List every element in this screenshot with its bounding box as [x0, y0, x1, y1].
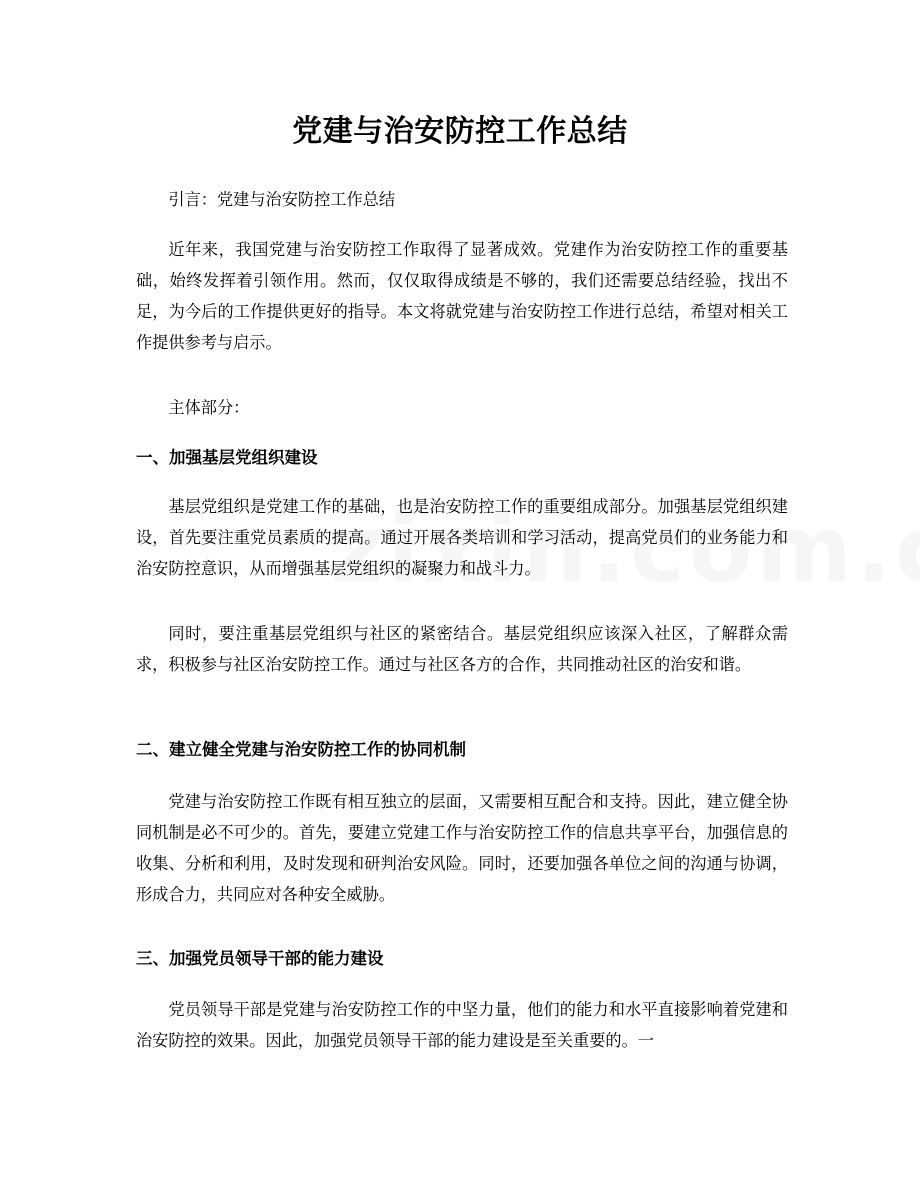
section-3-paragraph-1: 党员领导干部是党建与治安防控工作的中坚力量，他们的能力和水平直接影响着党建和治安防控的效果。因此，加强党员领导干部的能力建设是至关重要的。一 — [136, 1000, 788, 1050]
section-2-paragraph-1: 党建与治安防控工作既有相互独立的层面，又需要相互配合和支持。因此，建立健全协同机制是必不可少的。首先，要建立党建工作与治安防控工作的信息共享平台，加强信息的收集、分析和利用，及时发现和研判治安风险。同时，还要加强各单位之间的沟通与协调，形成合力，共同应对各种安全威胁。 — [136, 792, 788, 904]
section-heading-3: 三、加强党员领导干部的能力建设 — [136, 949, 384, 968]
section-heading-2: 二、建立健全党建与治安防控工作的协同机制 — [136, 740, 466, 759]
document-title: 党建与治安防控工作总结 — [292, 114, 628, 149]
intro-paragraph: 近年来，我国党建与治安防控工作取得了显著成效。党建作为治安防控工作的重要基础，始终发挥着引领作用。然而，仅仅取得成绩是不够的，我们还需要总结经验，找出不足，为今后的工作提供更好的指导。本文将就党建与治安防控工作进行总结，希望对相关工作提供参考与启示。 — [136, 240, 788, 352]
section-1-paragraph-1: 基层党组织是党建工作的基础，也是治安防控工作的重要组成部分。加强基层党组织建设，首先要注重党员素质的提高。通过开展各类培训和学习活动，提高党员们的业务能力和治安防控意识，从而增强基层党组织的凝聚力和战斗力。 — [136, 497, 788, 578]
section-heading-1: 一、加强基层党组织建设 — [136, 448, 318, 467]
main-label: 主体部分： — [168, 398, 250, 417]
intro-label: 引言：党建与治安防控工作总结 — [168, 190, 396, 209]
section-1-paragraph-2: 同时，要注重基层党组织与社区的紧密结合。基层党组织应该深入社区，了解群众需求，积极参与社区治安防控工作。通过与社区各方的合作，共同推动社区的治安和谐。 — [136, 624, 788, 674]
